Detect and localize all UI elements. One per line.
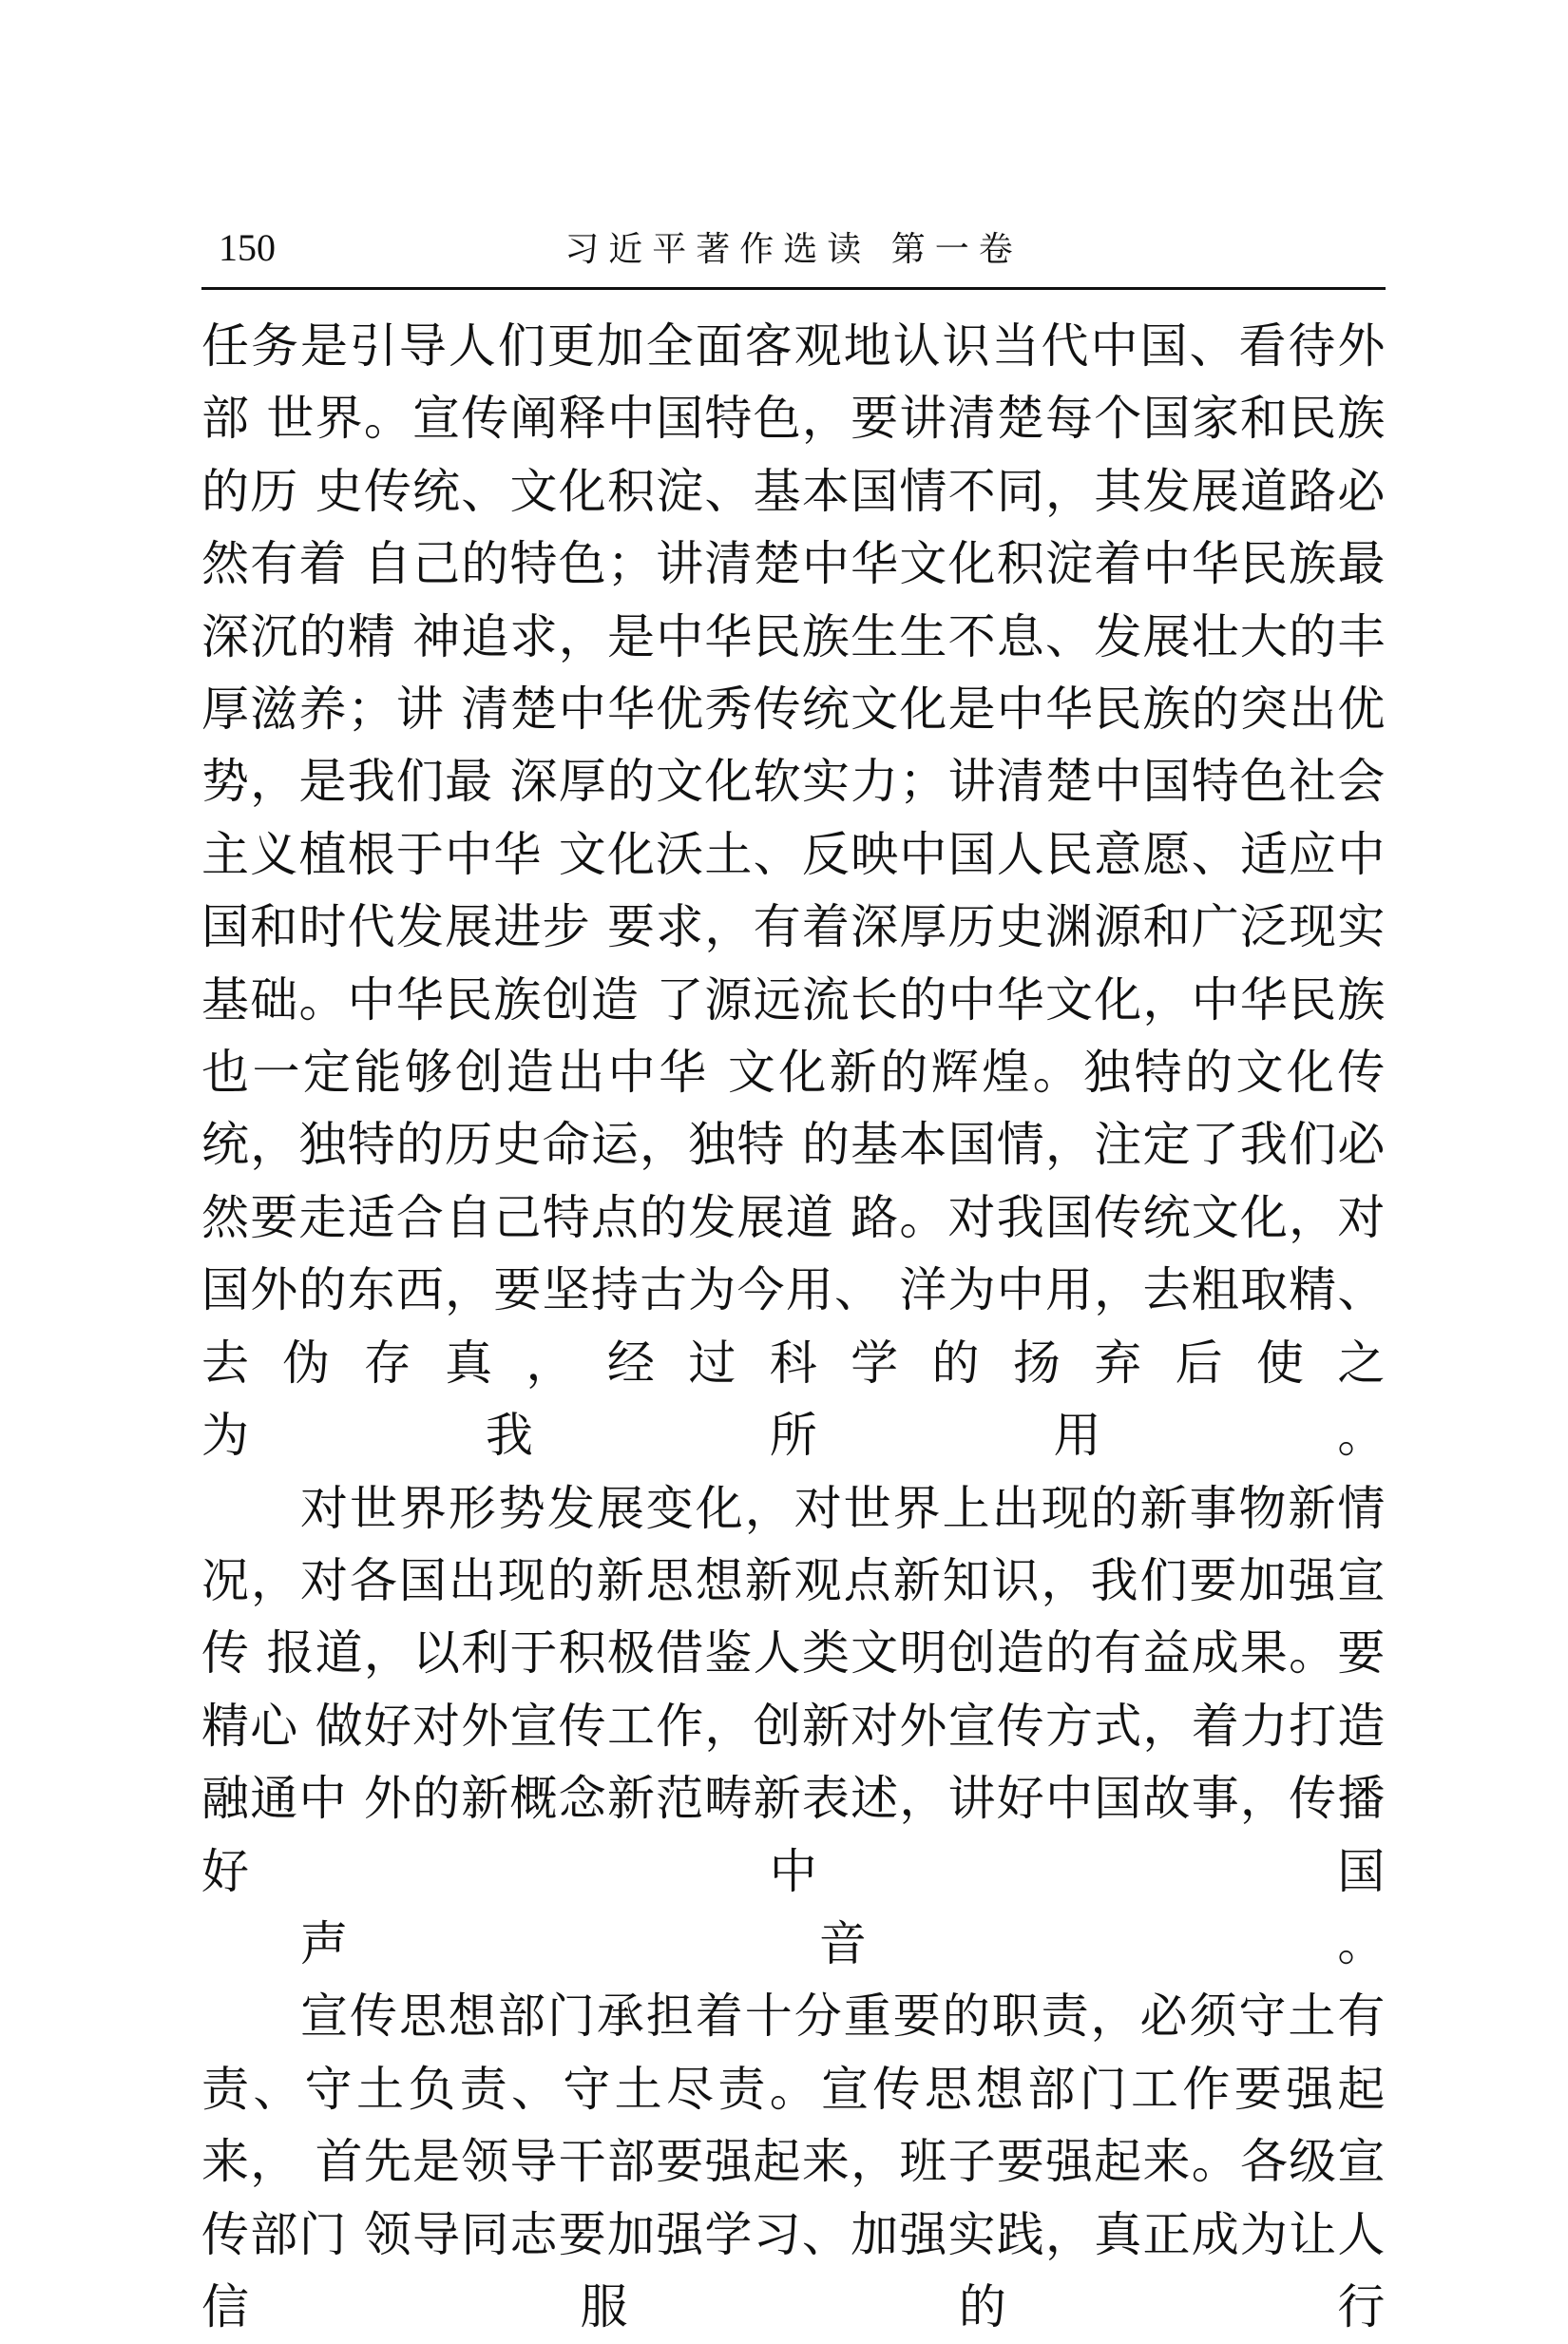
body-text [201,310,1386,2343]
text-line: 报道，以利于积极借鉴人类文明创造的有益成果。要精心 [201,1625,1386,1754]
text-line: 深厚的文化软实力；讲清楚中国特色社会主义植根于中华 [201,754,1386,882]
text-line: 为我所用。 [201,1408,1386,1464]
text-line: 对世界形势发展变化，对世界上出现的新事物新情 [300,1480,1386,1536]
text-line: 领导同志要加强学习、加强实践，真正成为让人信服的行 [201,2206,1386,2334]
text-line: 洋为中用，去粗取精、去伪存真，经过科学的扬弃后使之 [201,1262,1386,1391]
text-line: 清楚中华优秀传统文化是中华民族的突出优势，是我们最 [201,682,1386,810]
text-line: 史传统、文化积淀、基本国情不同，其发展道路必然有着 [201,463,1386,592]
text-line: 况，对各国出现的新思想新观点新知识，我们要加强宣传 [201,1552,1386,1681]
text-line: 首先是领导干部要强起来，班子要强起来。各级宣传部门 [201,2134,1386,2262]
text-line: 外的新概念新范畴新表述，讲好中国故事，传播好中国 [201,1771,1386,1899]
text-line: 责、守土负责、守土尽责。宣传思想部门工作要强起来， [201,2061,1386,2190]
text-line: 声音。 [300,1915,1386,1971]
paragraph-1 [201,310,1386,1472]
page-number: 150 [219,226,276,269]
page-header [201,224,1386,290]
text-line: 世界。宣传阐释中国特色，要讲清楚每个国家和民族的历 [201,391,1386,519]
text-line: 的基本国情，注定了我们必然要走适合自己特点的发展道 [201,1117,1386,1245]
text-line: 神追求，是中华民族生生不息、发展壮大的丰厚滋养；讲 [201,608,1386,738]
text-line: 文化沃土、反映中国人民意愿、适应中国和时代发展进步 [201,826,1386,955]
text-line: 自己的特色；讲清楚中华文化积淀着中华民族最深沉的精 [201,536,1386,664]
text-line: 了源远流长的中华文化，中华民族也一定能够创造出中华 [201,971,1386,1101]
text-line: 路。对我国传统文化，对国外的东西，要坚持古为今用、 [201,1189,1386,1318]
text-line: 任务是引导人们更加全面客观地认识当代中国、看待外部 [201,318,1386,447]
paragraph-2 [201,1472,1386,1981]
text-line: 要求，有着深厚历史渊源和广泛现实基础。中华民族创造 [201,899,1386,1028]
text-line: 做好对外宣传工作，创新对外宣传方式，着力打造融通中 [201,1698,1386,1827]
running-title: 习近平著作选读 第一卷 [564,230,1023,269]
paragraph-3 [201,1980,1386,2343]
text-line: 文化新的辉煌。独特的文化传统，独特的历史命运，独特 [201,1045,1386,1173]
text-line: 宣传思想部门承担着十分重要的职责，必须守土有 [300,1989,1386,2045]
